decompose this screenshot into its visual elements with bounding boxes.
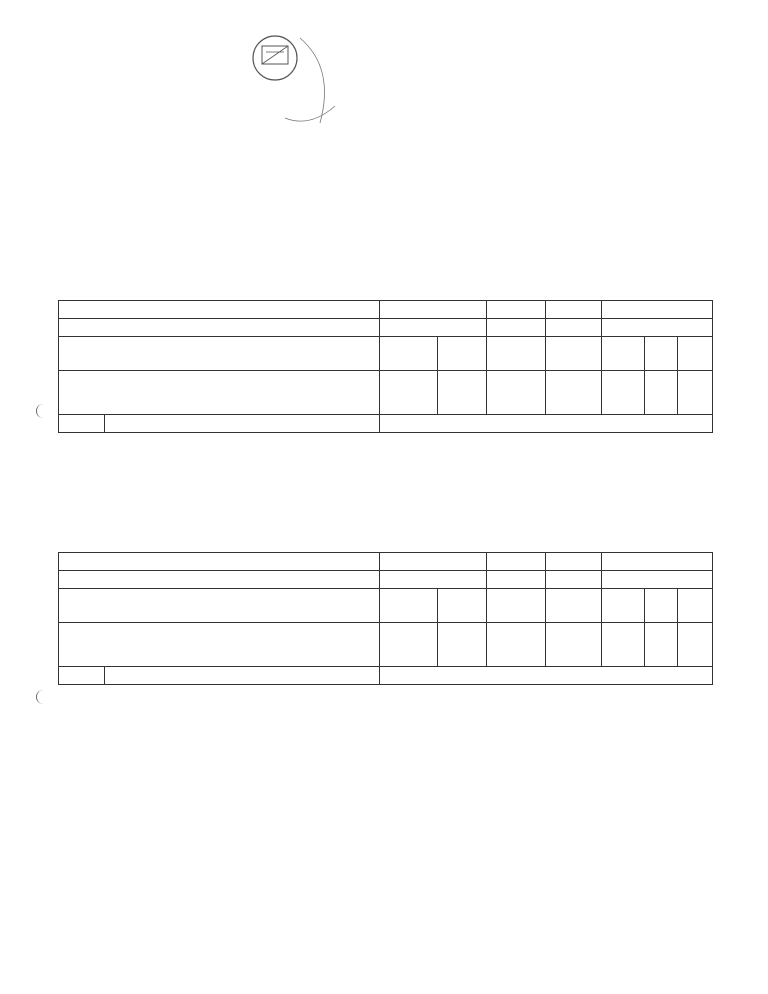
kisim-cell xyxy=(678,337,713,371)
header-demand xyxy=(380,667,713,685)
vigyapan-cell xyxy=(487,623,546,667)
taha-value xyxy=(546,571,602,589)
sub-engineer-vacancy-table xyxy=(58,552,713,685)
vigyapan-cell xyxy=(678,371,713,415)
kisim-cell xyxy=(438,337,487,371)
vigyapan-cell xyxy=(380,371,438,415)
vigyapan-cell xyxy=(645,371,678,415)
vigyapan-cell xyxy=(546,371,602,415)
vigyapan-cell xyxy=(602,623,645,667)
header-sewa xyxy=(59,301,380,319)
kisim-cell xyxy=(602,337,645,371)
header-sewa xyxy=(59,553,380,571)
header-upasamuha xyxy=(487,553,546,571)
header-samuha xyxy=(380,553,487,571)
header-sn xyxy=(59,667,105,685)
vigyapan-cell xyxy=(487,371,546,415)
header-vigyapan xyxy=(59,623,380,667)
vigyapan-cell xyxy=(438,371,487,415)
header-pad xyxy=(602,553,713,571)
samuha-value xyxy=(380,571,487,589)
pad-value xyxy=(602,319,713,337)
office-seal-stamp xyxy=(240,28,360,148)
upasamuha-value xyxy=(487,319,546,337)
vigyapan-cell xyxy=(602,371,645,415)
scan-margin-mark xyxy=(36,404,47,418)
amin-vacancy-table xyxy=(58,300,713,433)
header-demand xyxy=(380,415,713,433)
kisim-cell xyxy=(602,589,645,623)
header-local-level xyxy=(105,415,380,433)
samuha-value xyxy=(380,319,487,337)
scan-margin-mark xyxy=(36,690,47,704)
sewa-value xyxy=(59,571,380,589)
header-sn xyxy=(59,415,105,433)
kisim-cell xyxy=(678,589,713,623)
header-pad xyxy=(602,301,713,319)
sewa-value xyxy=(59,319,380,337)
header-kisim xyxy=(59,337,380,371)
vigyapan-cell xyxy=(678,623,713,667)
upasamuha-value xyxy=(487,571,546,589)
kisim-cell xyxy=(380,589,438,623)
vigyapan-cell xyxy=(380,623,438,667)
header-samuha xyxy=(380,301,487,319)
vigyapan-cell xyxy=(438,623,487,667)
kisim-cell xyxy=(546,337,602,371)
header-upasamuha xyxy=(487,301,546,319)
kisim-cell xyxy=(487,337,546,371)
header-local-level xyxy=(105,667,380,685)
kisim-cell xyxy=(645,337,678,371)
vigyapan-cell xyxy=(546,623,602,667)
header-kisim xyxy=(59,589,380,623)
header-taha xyxy=(546,553,602,571)
kisim-cell xyxy=(546,589,602,623)
pad-value xyxy=(602,571,713,589)
kisim-cell xyxy=(438,589,487,623)
header-taha xyxy=(546,301,602,319)
kisim-cell xyxy=(380,337,438,371)
taha-value xyxy=(546,319,602,337)
header-vigyapan xyxy=(59,371,380,415)
kisim-cell xyxy=(487,589,546,623)
kisim-cell xyxy=(645,589,678,623)
vigyapan-cell xyxy=(645,623,678,667)
